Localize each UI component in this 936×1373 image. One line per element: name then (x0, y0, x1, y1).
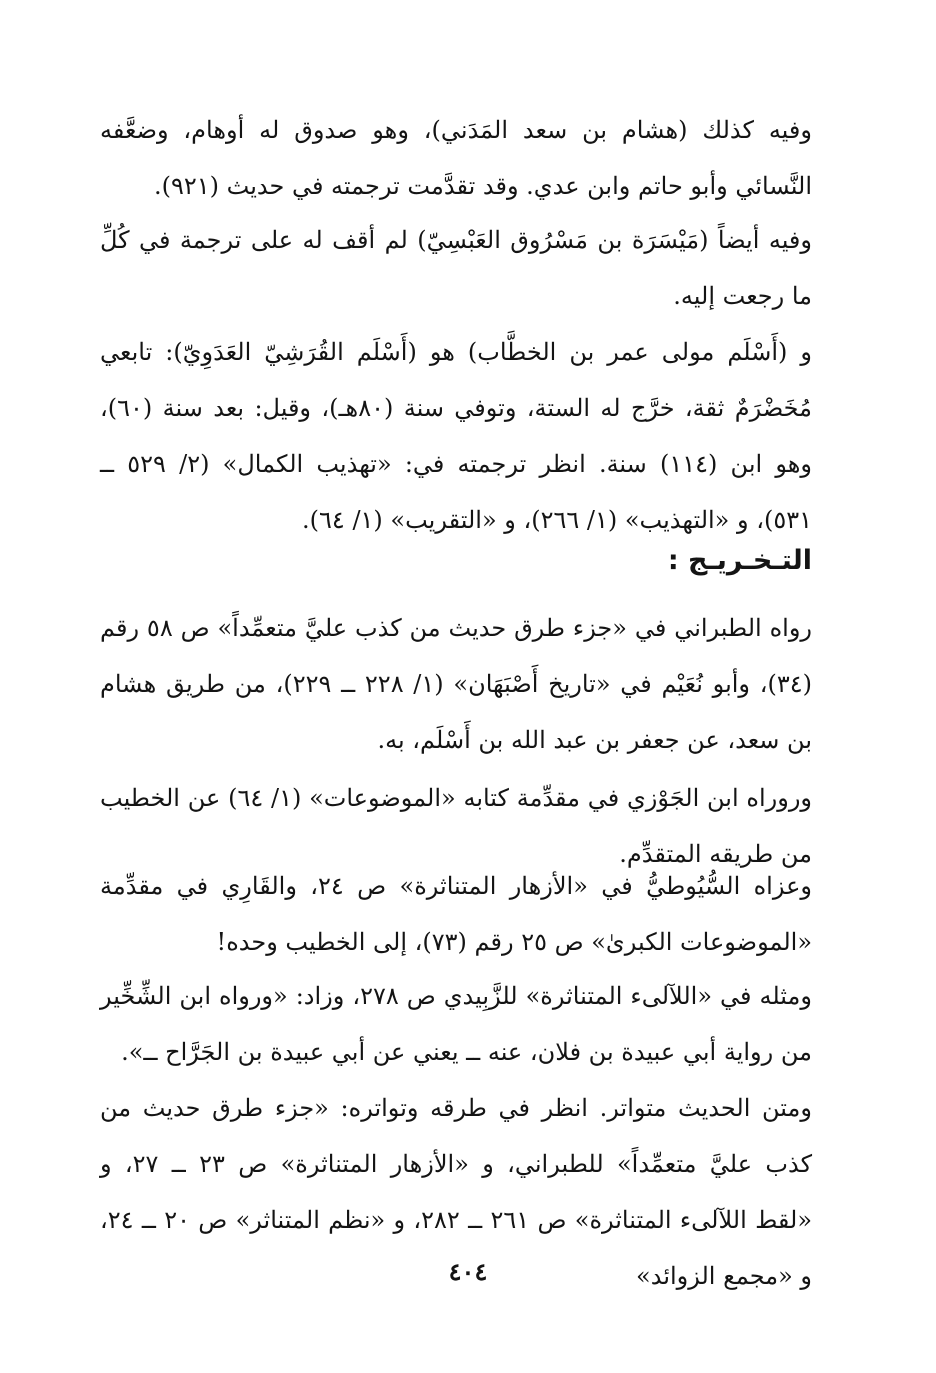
paragraph-takhrij-zabidi: ومثله في «اللآلىء المتناثرة» للزَّبِيدي ص ٢٧٨، وزاد: «ورواه ابن الشِّخِّير من رواية أبي عبيدة بن فلان، عنه ــ يعني عن أبي عبيدة بن الجَرَّاح ــ». (100, 982, 812, 1066)
paragraph-takhrij-tabarani: رواه الطبراني في «جزء طرق حديث من كذب عليَّ متعمِّداً» ص ٥٨ رقم (٣٤)، وأبو نُعَيْم في «تاريخ أَصْبَهَان» (١/ ٢٢٨ ــ ٢٢٩)، من طريق هشام بن سعد، عن جعفر بن عبد الله بن أَسْلَم، به. (100, 614, 812, 754)
paragraph-narrator-aslam: و (أَسْلَم مولى عمر بن الخطَّاب) هو (أَسْلَم القُرَشِيّ العَدَوِيّ): تابعي مُخَضْرَمٌ ثقة، خرَّج له الستة، وتوفي سنة (٨٠هـ)، وقيل: بعد سنة (٦٠)، وهو ابن (١١٤) سنة. انظر ترجمته في: «تهذيب الكمال» (٢/ ٥٢٩ ــ ٥٣١)، و «التهذيب» (١/ ٢٦٦)، و «التقريب» (١/ ٦٤). (100, 338, 813, 534)
paragraph-narrator-hisham: وفيه كذلك (هشام بن سعد المَدَني)، وهو صدوق له أوهام، وضعَّفه النَّسائي وأبو حاتم وابن عدي. وقد تقدَّمت ترجمته في حديث (٩٢١). (100, 116, 812, 200)
paragraph-takhrij-ibn-jawzi: وروراه ابن الجَوْزي في مقدِّمة كتابه «الموضوعات» (١/ ٦٤) عن الخطيب من طريقه المتقدِّم. (100, 784, 812, 868)
paragraph-mutawatir: ومتن الحديث متواتر. انظر في طرقه وتواتره: «جزء طرق حديث من كذب عليَّ متعمِّداً» للطبراني، و «الأزهار المتناثرة» ص ٢٣ ــ ٢٧، و «لقط اللآلىء المتناثرة» ص ٢٦١ ــ ٢٨٢، و «نظم المتناثر» ص ٢٠ ــ ٢٤، و «مجمع الزوائد» (100, 1094, 813, 1290)
page-number: ٤٠٤ (448, 1257, 488, 1286)
paragraph-narrator-maysara: وفيه أيضاً (مَيْسَرَة بن مَسْرُوق العَبْسِيّ) لم أقف له على ترجمة في كُلِّ ما رجعت إليه. (100, 226, 812, 310)
paragraph-takhrij-suyuti: وعزاه السُّيُوطيُّ في «الأزهار المتناثرة» ص ٢٤، والقَارِي في مقدِّمة «الموضوعات الكبرىٰ» ص ٢٥ رقم (٧٣)، إلى الخطيب وحده! (100, 872, 812, 956)
section-heading-takhrij: التـخـريـج : (667, 545, 812, 576)
